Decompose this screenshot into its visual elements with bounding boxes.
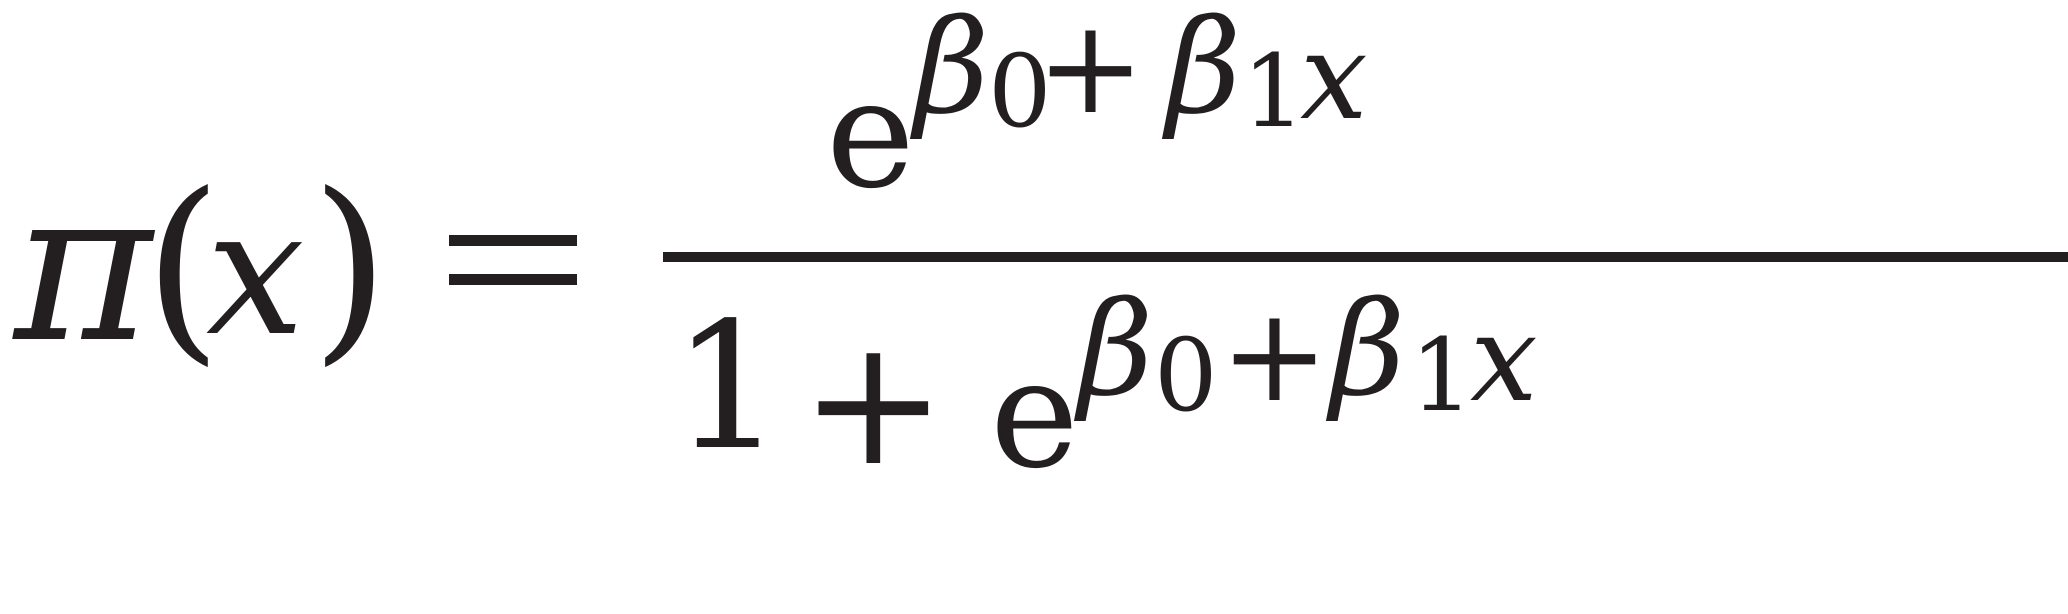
denominator-exponent-plus: + [1220, 279, 1329, 431]
fraction-bar [663, 252, 2068, 262]
equals-bar-top [449, 235, 577, 246]
denominator-variable-x: x [1470, 290, 1538, 429]
equals-bar-bottom [449, 274, 577, 285]
lhs-variable-x: x [206, 172, 305, 375]
denominator-beta0-subscript: 0 [1154, 317, 1218, 434]
denominator-beta0: β [1078, 273, 1154, 425]
numerator-variable-x: x [1300, 8, 1368, 147]
denominator-plus: + [800, 302, 947, 505]
numerator-beta1: β [1166, 0, 1242, 143]
numerator-beta1-subscript: 1 [1242, 33, 1306, 150]
denominator-beta1-subscript: 1 [1410, 317, 1474, 434]
numerator-base-e: e [826, 48, 915, 222]
denominator-beta1: β [1330, 273, 1406, 425]
numerator-beta0-subscript: 0 [988, 33, 1052, 150]
denominator-one: 1 [672, 286, 784, 489]
numerator-beta0: β [914, 0, 990, 143]
pi-symbol: π [14, 144, 153, 389]
numerator-plus: + [1036, 0, 1145, 143]
left-paren: ( [144, 151, 223, 384]
denominator-base-e: e [990, 328, 1079, 502]
equals-sign [440, 186, 608, 386]
right-paren: ) [311, 151, 390, 384]
